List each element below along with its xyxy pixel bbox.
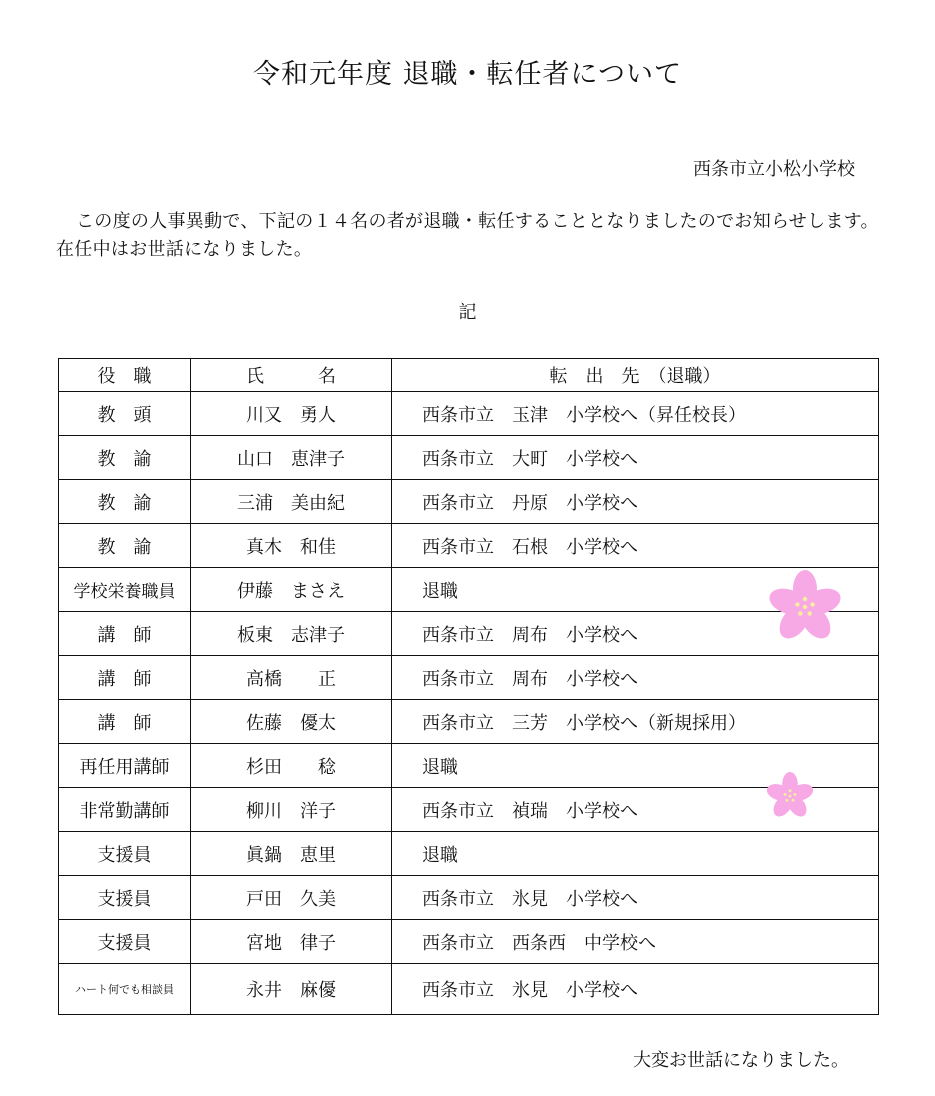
table-row bbox=[59, 788, 879, 832]
role-cell: 教 諭 bbox=[59, 436, 191, 480]
name-cell: 山口 恵津子 bbox=[191, 436, 392, 480]
role-cell: 講 師 bbox=[59, 612, 191, 656]
role-cell: 支援員 bbox=[59, 832, 191, 876]
name-cell: 宮地 律子 bbox=[191, 920, 392, 964]
name-cell: 伊藤 まさえ bbox=[191, 568, 392, 612]
role-cell: 支援員 bbox=[59, 876, 191, 920]
cherry-blossom-small-icon bbox=[764, 770, 816, 822]
table-row bbox=[59, 612, 879, 656]
name-cell: 杉田 稔 bbox=[191, 744, 392, 788]
header-role: 役 職 bbox=[59, 359, 191, 392]
destination-cell: 西条市立 石根 小学校へ bbox=[392, 524, 879, 568]
destination-cell: 西条市立 氷見 小学校へ bbox=[392, 964, 879, 1015]
table-row bbox=[59, 568, 879, 612]
table-row bbox=[59, 480, 879, 524]
table-row bbox=[59, 920, 879, 964]
destination-cell: 西条市立 西条西 中学校へ bbox=[392, 920, 879, 964]
destination-cell: 西条市立 氷見 小学校へ bbox=[392, 876, 879, 920]
table-row bbox=[59, 700, 879, 744]
role-cell: 講 師 bbox=[59, 656, 191, 700]
name-cell: 川又 勇人 bbox=[191, 392, 392, 436]
role-cell: 支援員 bbox=[59, 920, 191, 964]
destination-cell: 退職 bbox=[392, 832, 879, 876]
destination-cell: 西条市立 周布 小学校へ bbox=[392, 612, 879, 656]
table-row bbox=[59, 656, 879, 700]
name-cell: 三浦 美由紀 bbox=[191, 480, 392, 524]
table-row bbox=[59, 876, 879, 920]
destination-cell: 西条市立 大町 小学校へ bbox=[392, 436, 879, 480]
name-cell: 戸田 久美 bbox=[191, 876, 392, 920]
name-cell: 永井 麻優 bbox=[191, 964, 392, 1015]
destination-cell: 西条市立 禎瑞 小学校へ bbox=[392, 788, 879, 832]
destination-cell: 西条市立 玉津 小学校へ（昇任校長） bbox=[392, 392, 879, 436]
name-cell: 佐藤 優太 bbox=[191, 700, 392, 744]
destination-cell: 退職 bbox=[392, 744, 879, 788]
ki-heading: 記 bbox=[458, 302, 477, 323]
staff-table bbox=[58, 358, 879, 1015]
role-cell: 教 諭 bbox=[59, 480, 191, 524]
role-cell: ハート何でも相談員 bbox=[59, 964, 191, 1015]
header-destination: 転 出 先 （退職） bbox=[392, 359, 879, 392]
destination-cell: 退職 bbox=[392, 568, 879, 612]
page-title: 令和元年度 退職・転任者について bbox=[252, 59, 683, 90]
intro-paragraph: この度の人事異動で、下記の１４名の者が退職・転任することとなりましたのでお知らせします。在任中はお世話になりました。 bbox=[56, 211, 879, 260]
header-name: 氏 名 bbox=[191, 359, 392, 392]
role-cell: 教 諭 bbox=[59, 524, 191, 568]
name-cell: 高橋 正 bbox=[191, 656, 392, 700]
name-cell: 柳川 洋子 bbox=[191, 788, 392, 832]
role-cell: 講 師 bbox=[59, 700, 191, 744]
destination-cell: 西条市立 三芳 小学校へ（新規採用） bbox=[392, 700, 879, 744]
cherry-blossom-icon bbox=[765, 567, 845, 647]
role-cell: 再任用講師 bbox=[59, 744, 191, 788]
destination-cell: 西条市立 周布 小学校へ bbox=[392, 656, 879, 700]
table-row bbox=[59, 744, 879, 788]
table-row bbox=[59, 832, 879, 876]
table-row bbox=[59, 524, 879, 568]
school-name: 西条市立小松小学校 bbox=[693, 159, 855, 180]
role-cell: 教 頭 bbox=[59, 392, 191, 436]
name-cell: 眞鍋 恵里 bbox=[191, 832, 392, 876]
closing-text: 大変お世話になりました。 bbox=[633, 1050, 849, 1071]
table-header-row bbox=[59, 359, 879, 392]
table-row bbox=[59, 392, 879, 436]
table-row bbox=[59, 436, 879, 480]
table-row bbox=[59, 964, 879, 1015]
name-cell: 板東 志津子 bbox=[191, 612, 392, 656]
role-cell: 学校栄養職員 bbox=[59, 568, 191, 612]
name-cell: 真木 和佳 bbox=[191, 524, 392, 568]
destination-cell: 西条市立 丹原 小学校へ bbox=[392, 480, 879, 524]
role-cell: 非常勤講師 bbox=[59, 788, 191, 832]
